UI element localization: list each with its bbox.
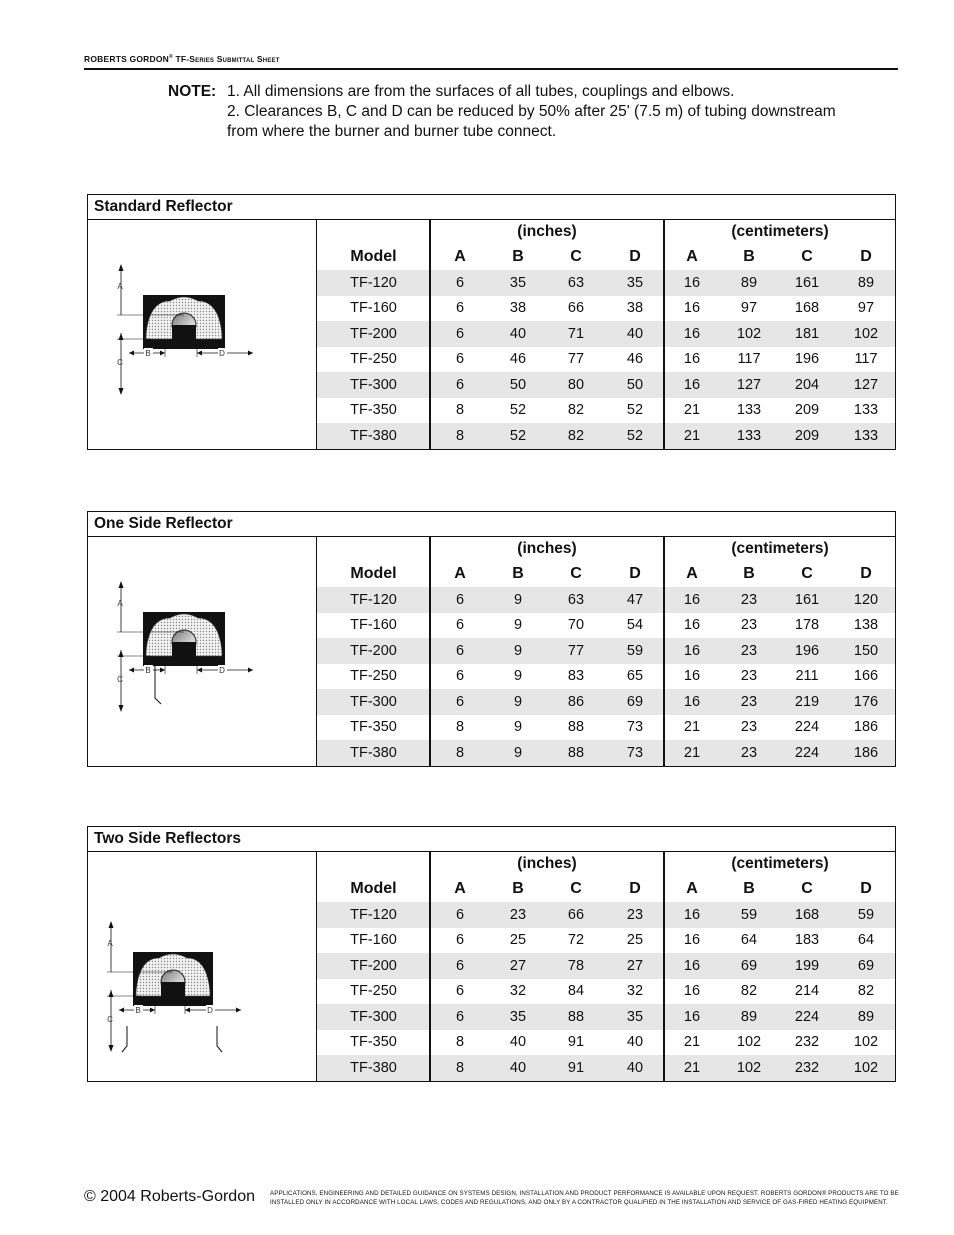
cell-d-cm: 166: [853, 668, 879, 685]
cell-a-cm: 21: [683, 1059, 701, 1076]
diagram-label-b: B: [135, 1006, 141, 1015]
header-b-in: B: [512, 565, 524, 582]
header-c-in: C: [570, 248, 582, 265]
cell-d-in: 73: [626, 719, 644, 736]
cell-b-cm: 23: [740, 693, 758, 710]
cell-d-in: 59: [626, 642, 644, 659]
table-row: [317, 423, 895, 449]
header-b-cm: B: [743, 880, 755, 897]
copyright: © 2004 Roberts-Gordon: [84, 1188, 255, 1205]
cell-a-in: 6: [455, 325, 465, 342]
cell-d-cm: 89: [857, 1008, 875, 1025]
cell-b-cm: 64: [740, 932, 758, 949]
cell-b-cm: 23: [740, 719, 758, 736]
reflector-diagram: [88, 537, 317, 766]
cell-d-cm: 186: [853, 744, 879, 761]
header-d-cm: D: [860, 248, 872, 265]
cell-a-cm: 21: [683, 402, 701, 419]
cell-d-cm: 133: [853, 427, 879, 444]
cell-a-cm: 16: [683, 274, 701, 291]
cell-d-cm: 64: [857, 932, 875, 949]
cell-c-in: 71: [567, 325, 585, 342]
cell-b-cm: 59: [740, 906, 758, 923]
cell-c-cm: 232: [794, 1034, 820, 1051]
dimension-table: [317, 852, 895, 1081]
cell-b-in: 9: [513, 744, 523, 761]
table-row: [317, 902, 895, 928]
cell-c-cm: 199: [794, 957, 820, 974]
cell-d-in: 40: [626, 1059, 644, 1076]
cell-d-in: 27: [626, 957, 644, 974]
cell-b-in: 40: [509, 1034, 527, 1051]
cell-d-cm: 102: [853, 1059, 879, 1076]
cell-c-in: 77: [567, 642, 585, 659]
cell-b-cm: 127: [736, 376, 762, 393]
disclaimer: APPLICATIONS, ENGINEERING AND DETAILED GUIDANCE ON SYSTEMS DESIGN, INSTALLATION AND PRODUCT PERFORMANCE IS AVAILABLE UPON REQUEST. ROBERTS GORDON® PRODUCTS ARE TO BE INSTALLED ONLY IN ACCORDANCE WITH LOCAL LAWS, CODES AND REGULATIONS, AND ONLY BY A CONTRACTOR QUALIFIED IN THE INSTALLATION AND SERVICE OF GAS-FIRED HEATING EQUIPMENT.: [270, 1190, 899, 1206]
reflector-diagram: [88, 220, 317, 449]
header-c-cm: C: [801, 248, 813, 265]
cell-model: TF-200: [350, 642, 397, 659]
cell-d-in: 35: [626, 274, 644, 291]
cell-b-in: 25: [509, 932, 527, 949]
cell-b-in: 40: [509, 1059, 527, 1076]
cell-b-cm: 102: [736, 1059, 762, 1076]
cell-b-in: 27: [509, 957, 527, 974]
cell-b-in: 52: [509, 402, 527, 419]
cell-c-in: 77: [567, 351, 585, 368]
column-divider: [663, 220, 665, 449]
cell-b-in: 50: [509, 376, 527, 393]
cell-b-cm: 89: [740, 1008, 758, 1025]
diagram-label-c: C: [117, 358, 123, 367]
cell-a-cm: 16: [683, 376, 701, 393]
cell-a-cm: 16: [683, 693, 701, 710]
header-series: TF-Series Submittal Sheet: [175, 54, 280, 64]
cell-a-cm: 16: [683, 932, 701, 949]
cell-model: TF-250: [350, 351, 397, 368]
reflector-diagram: [88, 852, 317, 1081]
header-d-cm: D: [860, 565, 872, 582]
cell-c-in: 91: [567, 1034, 585, 1051]
cell-c-in: 91: [567, 1059, 585, 1076]
header-a-cm: A: [686, 565, 698, 582]
cell-b-cm: 23: [740, 591, 758, 608]
cell-model: TF-120: [350, 274, 397, 291]
table-row: [317, 587, 895, 613]
cell-a-cm: 21: [683, 1034, 701, 1051]
cell-a-in: 8: [455, 719, 465, 736]
header-a-in: A: [454, 565, 466, 582]
cell-c-in: 83: [567, 668, 585, 685]
table-row: [317, 296, 895, 322]
cell-b-cm: 69: [740, 957, 758, 974]
cell-d-in: 50: [626, 376, 644, 393]
table-row: [317, 1055, 895, 1081]
header-d-in: D: [629, 880, 641, 897]
cell-c-in: 88: [567, 744, 585, 761]
cell-d-cm: 82: [857, 983, 875, 1000]
page-footer: [84, 1185, 924, 1215]
table-row: [317, 1004, 895, 1030]
cell-a-in: 8: [455, 1034, 465, 1051]
cell-a-cm: 16: [683, 591, 701, 608]
cell-b-in: 9: [513, 668, 523, 685]
cell-d-in: 65: [626, 668, 644, 685]
cell-c-cm: 183: [794, 932, 820, 949]
cell-b-cm: 97: [740, 300, 758, 317]
cell-model: TF-350: [350, 1034, 397, 1051]
cell-c-cm: 209: [794, 402, 820, 419]
header-a-cm: A: [686, 880, 698, 897]
cell-c-cm: 214: [794, 983, 820, 1000]
cell-c-cm: 196: [794, 642, 820, 659]
cell-c-cm: 178: [794, 617, 820, 634]
cell-c-in: 63: [567, 591, 585, 608]
table-row: [317, 928, 895, 954]
note-line-1: 1. All dimensions are from the surfaces of all tubes, couplings and elbows.: [227, 83, 735, 100]
cell-c-cm: 209: [794, 427, 820, 444]
unit-inches-label: (inches): [517, 540, 577, 557]
table-row: [317, 398, 895, 424]
column-divider: [429, 537, 431, 766]
reflector-diagram-icon: [88, 220, 316, 448]
cell-a-in: 6: [455, 983, 465, 1000]
cell-model: TF-120: [350, 906, 397, 923]
cell-b-in: 9: [513, 642, 523, 659]
cell-a-in: 6: [455, 957, 465, 974]
cell-a-cm: 16: [683, 906, 701, 923]
cell-d-in: 52: [626, 402, 644, 419]
cell-c-in: 66: [567, 300, 585, 317]
cell-b-in: 23: [509, 906, 527, 923]
diagram-label-a: A: [117, 599, 123, 608]
cell-b-in: 35: [509, 274, 527, 291]
column-divider: [429, 220, 431, 449]
cell-c-in: 82: [567, 402, 585, 419]
cell-c-cm: 224: [794, 719, 820, 736]
cell-b-in: 38: [509, 300, 527, 317]
cell-b-cm: 82: [740, 983, 758, 1000]
header-b-cm: B: [743, 565, 755, 582]
unit-inches-label: (inches): [517, 855, 577, 872]
cell-model: TF-250: [350, 668, 397, 685]
cell-d-in: 32: [626, 983, 644, 1000]
header-b-in: B: [512, 248, 524, 265]
section-title: One Side Reflector: [88, 512, 895, 537]
cell-b-cm: 117: [737, 351, 761, 368]
cell-a-in: 6: [455, 1008, 465, 1025]
cell-a-in: 6: [455, 591, 465, 608]
cell-b-in: 9: [513, 591, 523, 608]
cell-b-cm: 89: [740, 274, 758, 291]
cell-b-in: 40: [509, 325, 527, 342]
cell-b-cm: 102: [736, 1034, 762, 1051]
cell-a-in: 6: [455, 668, 465, 685]
cell-b-in: 35: [509, 1008, 527, 1025]
cell-model: TF-300: [350, 376, 397, 393]
cell-a-in: 6: [455, 932, 465, 949]
table-row: [317, 613, 895, 639]
table-row: [317, 953, 895, 979]
header-title: [84, 54, 280, 64]
table-row: [317, 321, 895, 347]
cell-c-in: 82: [567, 427, 585, 444]
cell-a-cm: 21: [683, 427, 701, 444]
cell-c-cm: 219: [794, 693, 820, 710]
cell-d-in: 35: [626, 1008, 644, 1025]
cell-model: TF-380: [350, 744, 397, 761]
header-c-cm: C: [801, 565, 813, 582]
cell-a-in: 8: [455, 1059, 465, 1076]
cell-a-cm: 16: [683, 1008, 701, 1025]
cell-b-in: 9: [513, 693, 523, 710]
cell-d-cm: 102: [853, 1034, 879, 1051]
cell-a-in: 6: [455, 617, 465, 634]
cell-d-cm: 89: [857, 274, 875, 291]
cell-d-in: 40: [626, 1034, 644, 1051]
cell-d-cm: 59: [857, 906, 875, 923]
table-row: [317, 270, 895, 296]
header-d-cm: D: [860, 880, 872, 897]
cell-c-in: 66: [567, 906, 585, 923]
cell-d-in: 46: [626, 351, 644, 368]
cell-d-cm: 127: [853, 376, 879, 393]
cell-a-cm: 21: [683, 719, 701, 736]
cell-c-in: 63: [567, 274, 585, 291]
two-side-reflectors-section: [87, 826, 896, 1082]
cell-c-cm: 204: [794, 376, 820, 393]
cell-c-cm: 161: [794, 591, 820, 608]
cell-a-cm: 21: [683, 744, 701, 761]
cell-a-cm: 16: [683, 351, 701, 368]
cell-d-in: 38: [626, 300, 644, 317]
cell-a-cm: 16: [683, 300, 701, 317]
cell-d-in: 54: [626, 617, 644, 634]
cell-c-cm: 168: [794, 906, 820, 923]
cell-b-in: 9: [513, 719, 523, 736]
cell-a-in: 6: [455, 274, 465, 291]
cell-b-cm: 133: [736, 427, 762, 444]
unit-cm-label: (centimeters): [731, 540, 829, 557]
cell-d-cm: 102: [853, 325, 879, 342]
column-divider: [429, 852, 431, 1081]
cell-c-cm: 196: [794, 351, 820, 368]
cell-b-cm: 23: [740, 642, 758, 659]
cell-d-in: 40: [626, 325, 644, 342]
cell-c-in: 80: [567, 376, 585, 393]
cell-a-in: 6: [455, 351, 465, 368]
header-a-in: A: [454, 248, 466, 265]
cell-d-in: 23: [626, 906, 644, 923]
one-side-reflector-section: [87, 511, 896, 767]
header-a-in: A: [454, 880, 466, 897]
cell-b-cm: 23: [740, 617, 758, 634]
unit-inches-label: (inches): [517, 223, 577, 240]
cell-b-in: 9: [513, 617, 523, 634]
cell-a-cm: 16: [683, 957, 701, 974]
cell-model: TF-120: [350, 591, 397, 608]
diagram-label-c: C: [107, 1015, 113, 1024]
column-header-row: [317, 244, 895, 270]
cell-a-cm: 16: [683, 668, 701, 685]
header-b-cm: B: [743, 248, 755, 265]
cell-b-cm: 102: [736, 325, 762, 342]
cell-c-in: 70: [567, 617, 585, 634]
header-c-cm: C: [801, 880, 813, 897]
cell-c-cm: 161: [794, 274, 820, 291]
cell-d-in: 69: [626, 693, 644, 710]
reflector-diagram-icon: [88, 852, 316, 1080]
header-d-in: D: [629, 565, 641, 582]
header-c-in: C: [570, 565, 582, 582]
cell-d-cm: 120: [853, 591, 879, 608]
header-model: Model: [350, 565, 397, 582]
note-line-3: from where the burner and burner tube connect.: [227, 123, 557, 140]
cell-a-in: 8: [455, 427, 465, 444]
header-d-in: D: [629, 248, 641, 265]
cell-c-cm: 224: [794, 1008, 820, 1025]
cell-d-cm: 69: [857, 957, 875, 974]
dimension-table: [317, 537, 895, 766]
section-title: Standard Reflector: [88, 195, 895, 220]
header-model: Model: [350, 248, 397, 265]
note-line-2: 2. Clearances B, C and D can be reduced by 50% after 25' (7.5 m) of tubing downstream: [227, 103, 836, 120]
cell-d-in: 52: [626, 427, 644, 444]
diagram-label-c: C: [117, 675, 123, 684]
cell-model: TF-300: [350, 693, 397, 710]
cell-d-in: 25: [626, 932, 644, 949]
table-row: [317, 372, 895, 398]
cell-model: TF-160: [350, 300, 397, 317]
column-header-row: [317, 876, 895, 902]
cell-c-in: 88: [567, 1008, 585, 1025]
cell-d-cm: 176: [853, 693, 879, 710]
cell-a-in: 8: [455, 744, 465, 761]
cell-model: TF-250: [350, 983, 397, 1000]
cell-model: TF-160: [350, 617, 397, 634]
cell-a-cm: 16: [683, 642, 701, 659]
diagram-label-d: D: [207, 1006, 213, 1015]
cell-d-in: 47: [626, 591, 644, 608]
cell-a-in: 6: [455, 693, 465, 710]
cell-b-in: 52: [509, 427, 527, 444]
cell-d-cm: 150: [853, 642, 879, 659]
cell-c-in: 84: [567, 983, 585, 1000]
header-reg-mark: ®: [168, 54, 173, 61]
column-header-row: [317, 561, 895, 587]
cell-model: TF-380: [350, 427, 397, 444]
unit-cm-label: (centimeters): [731, 223, 829, 240]
cell-model: TF-160: [350, 932, 397, 949]
diagram-label-a: A: [107, 939, 113, 948]
header-c-in: C: [570, 880, 582, 897]
cell-a-in: 6: [455, 376, 465, 393]
header-brand: ROBERTS GORDON: [84, 54, 169, 64]
cell-model: TF-200: [350, 957, 397, 974]
cell-c-cm: 181: [794, 325, 820, 342]
note-label: NOTE:: [168, 83, 217, 100]
cell-b-in: 46: [509, 351, 527, 368]
cell-d-cm: 133: [853, 402, 879, 419]
diagram-label-d: D: [219, 666, 225, 675]
cell-c-cm: 224: [794, 744, 820, 761]
cell-d-in: 73: [626, 744, 644, 761]
cell-a-in: 6: [455, 642, 465, 659]
page-header: [84, 50, 898, 70]
unit-cm-label: (centimeters): [731, 855, 829, 872]
diagram-label-d: D: [219, 349, 225, 358]
cell-b-cm: 23: [740, 744, 758, 761]
cell-c-in: 88: [567, 719, 585, 736]
cell-model: TF-350: [350, 402, 397, 419]
cell-a-in: 6: [455, 906, 465, 923]
standard-reflector-section: [87, 194, 896, 450]
diagram-label-a: A: [117, 282, 123, 291]
cell-a-in: 8: [455, 402, 465, 419]
column-divider: [663, 852, 665, 1081]
diagram-label-b: B: [145, 349, 151, 358]
cell-model: TF-300: [350, 1008, 397, 1025]
table-row: [317, 979, 895, 1005]
table-row: [317, 689, 895, 715]
cell-model: TF-200: [350, 325, 397, 342]
table-row: [317, 664, 895, 690]
cell-c-cm: 168: [794, 300, 820, 317]
reflector-diagram-icon: [88, 537, 316, 765]
cell-a-cm: 16: [683, 325, 701, 342]
header-model: Model: [350, 880, 397, 897]
dimension-table: [317, 220, 895, 449]
table-row: [317, 1030, 895, 1056]
cell-c-in: 72: [567, 932, 585, 949]
table-row: [317, 740, 895, 766]
cell-b-in: 32: [509, 983, 527, 1000]
column-divider: [663, 537, 665, 766]
cell-d-cm: 186: [853, 719, 879, 736]
cell-c-cm: 232: [794, 1059, 820, 1076]
cell-a-in: 6: [455, 300, 465, 317]
cell-model: TF-380: [350, 1059, 397, 1076]
cell-c-in: 78: [567, 957, 585, 974]
cell-b-cm: 23: [740, 668, 758, 685]
cell-b-cm: 133: [736, 402, 762, 419]
cell-a-cm: 16: [683, 983, 701, 1000]
cell-model: TF-350: [350, 719, 397, 736]
cell-a-cm: 16: [683, 617, 701, 634]
table-row: [317, 638, 895, 664]
cell-c-in: 86: [567, 693, 585, 710]
header-a-cm: A: [686, 248, 698, 265]
header-b-in: B: [512, 880, 524, 897]
cell-d-cm: 97: [857, 300, 875, 317]
section-title: Two Side Reflectors: [88, 827, 895, 852]
diagram-label-b: B: [145, 666, 151, 675]
cell-d-cm: 138: [853, 617, 879, 634]
cell-d-cm: 117: [854, 351, 878, 368]
cell-c-cm: 211: [795, 668, 819, 685]
table-row: [317, 715, 895, 741]
table-row: [317, 347, 895, 373]
